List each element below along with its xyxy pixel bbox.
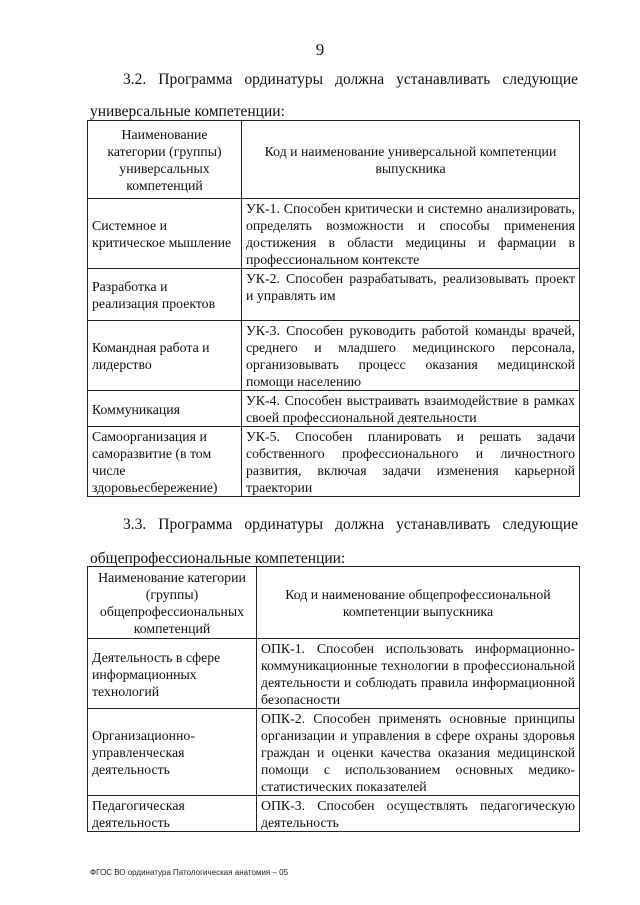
section-3-2-line1: 3.2. Программа ординатуры должна устанавливать следующие [123,71,578,88]
category-cell: Командная работа и лидерство [88,321,242,391]
category-cell: Коммуникация [88,391,242,427]
table-row [88,796,580,832]
table-row [88,199,580,269]
category-cell: Разработка и реализация проектов [88,269,242,321]
competency-cell: ОПК-1. Способен использовать информационно-коммуникационные технологии в профессиональной деятельности и соблюдать правила информационной безопасности [257,639,580,709]
competency-cell: УК-5. Способен планировать и решать задачи собственного профессионального и личностного развития, включая задачи изменения карьерной траектории [242,427,580,497]
category-cell: Самоорганизация и саморазвитие (в том числе здоровьесбережение) [88,427,242,497]
header-code: Код и наименование общепрофессиональной компетенции выпускника [257,567,580,639]
competency-cell: УК-4. Способен выстраивать взаимодействие в рамках своей профессиональной деятельности [242,391,580,427]
competency-cell: УК-3. Способен руководить работой команды врачей, среднего и младшего медицинского персонала, организовывать процесс оказания медицинской помощи населению [242,321,580,391]
category-cell: Педагогическая деятельность [88,796,257,832]
section-3-2-line2: универсальные компетенции: [90,103,285,120]
table-row [88,639,580,709]
table-row [88,427,580,497]
category-cell: Организационно-управленческая деятельность [88,709,257,796]
table-row [88,391,580,427]
table-header-row [88,121,580,199]
universal-competencies-table [87,120,580,497]
table-row [88,709,580,796]
competency-cell: УК-2. Способен разрабатывать, реализовывать проект и управлять им [242,269,580,321]
category-cell: Системное и критическое мышление [88,199,242,269]
competency-cell: ОПК-3. Способен осуществлять педагогическую деятельность [257,796,580,832]
header-category: Наименование категории (группы) универсальных компетенций [88,121,242,199]
table-row [88,269,580,321]
section-3-2-intro [90,71,578,121]
category-cell: Деятельность в сфере информационных технологий [88,639,257,709]
competency-cell: ОПК-2. Способен применять основные принципы организации и управления в сфере охраны здоровья граждан и оценки качества оказания медицинской помощи с использованием основных медико-статистических показателей [257,709,580,796]
header-category: Наименование категории (группы) общепрофессиональных компетенций [88,567,257,639]
page-number: 9 [315,40,325,59]
header-code: Код и наименование универсальной компетенции выпускника [242,121,580,199]
page-footer: ФГОС ВО ординатура Патологическая анатомия – 05 [90,868,289,877]
section-3-3-intro [90,516,578,568]
section-3-3-line1: 3.3. Программа ординатуры должна устанавливать следующие [123,516,578,533]
section-3-3-line2: общепрофессиональные компетенции: [90,550,346,567]
table-header-row [88,567,580,639]
table-row [88,321,580,391]
general-professional-competencies-table [87,566,580,832]
competency-cell: УК-1. Способен критически и системно анализировать, определять возможности и способы применения достижения в области медицины и фармации в профессиональном контексте [242,199,580,269]
